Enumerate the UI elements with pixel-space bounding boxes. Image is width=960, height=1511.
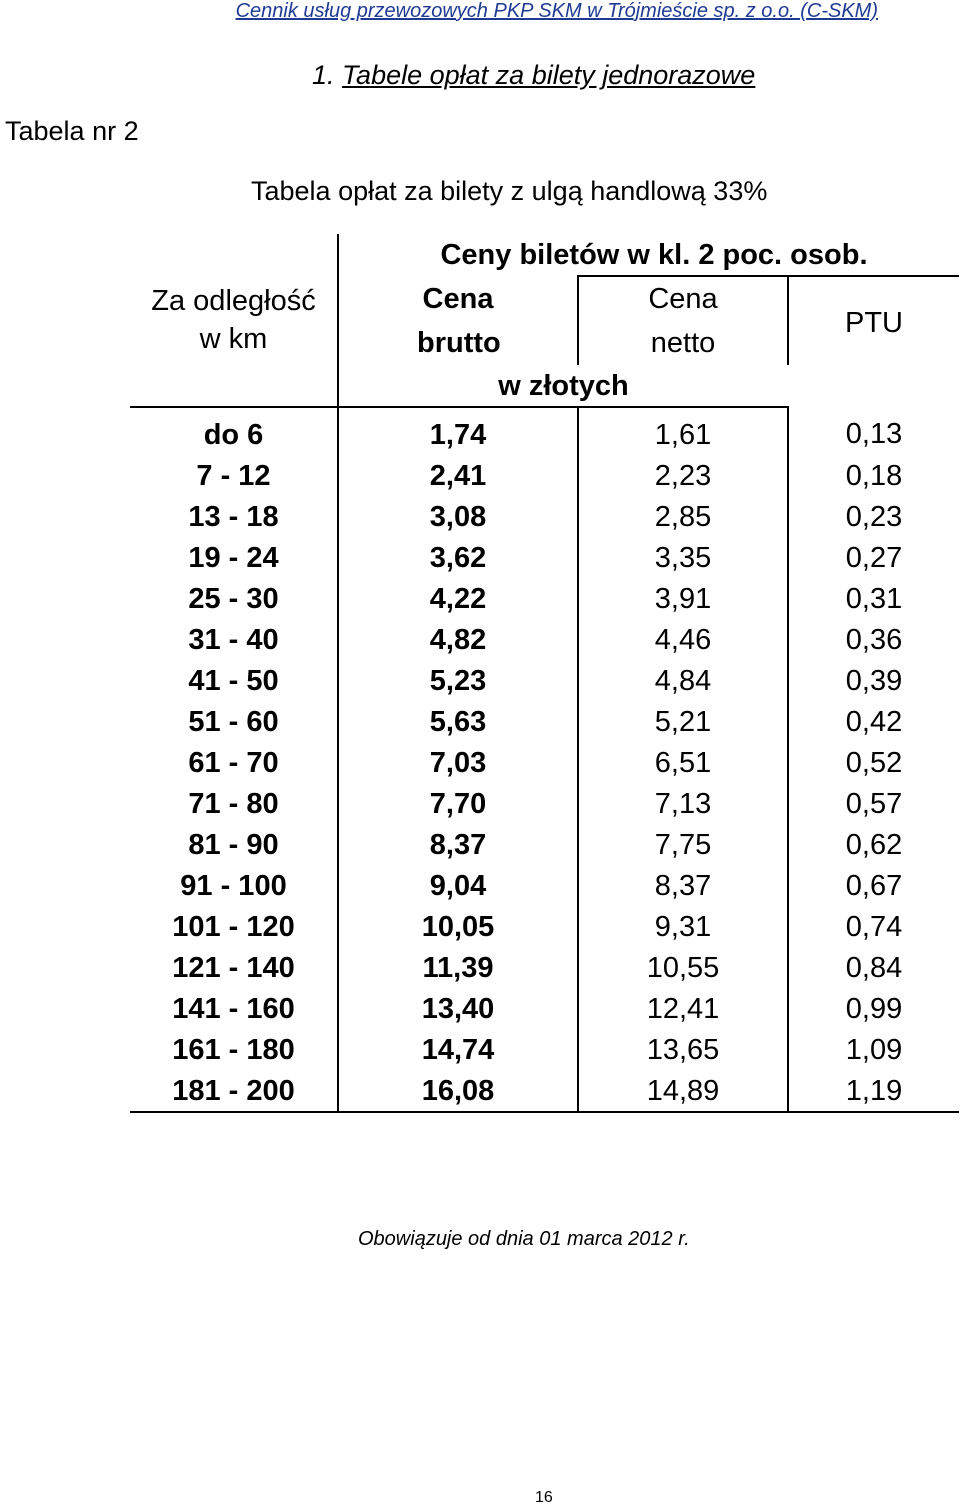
table-row bbox=[130, 537, 959, 578]
cell-distance: 181 - 200 bbox=[130, 1070, 338, 1112]
cell-ptu: 0,74 bbox=[845, 910, 903, 943]
cell-brutto: 10,05 bbox=[338, 906, 578, 947]
cell-distance: 101 - 120 bbox=[130, 906, 338, 947]
table-row bbox=[130, 496, 959, 537]
cell-ptu: 0,62 bbox=[845, 828, 903, 861]
cell-brutto: 7,70 bbox=[338, 783, 578, 824]
table-row bbox=[130, 578, 959, 619]
cell-netto: 3,35 bbox=[578, 537, 788, 578]
cell-netto: 13,65 bbox=[578, 1029, 788, 1070]
cell-brutto: 13,40 bbox=[338, 988, 578, 1029]
cell-ptu: 0,31 bbox=[845, 582, 903, 615]
cell-distance: 141 - 160 bbox=[130, 988, 338, 1029]
cell-distance: 121 - 140 bbox=[130, 947, 338, 988]
cell-distance: 19 - 24 bbox=[130, 537, 338, 578]
cell-ptu: 0,27 bbox=[845, 541, 903, 574]
table-row bbox=[130, 947, 959, 988]
section-number: 1. bbox=[312, 60, 335, 90]
cell-ptu: 0,52 bbox=[845, 746, 903, 779]
unit-label: w złotych bbox=[338, 365, 788, 407]
cell-distance: 7 - 12 bbox=[130, 455, 338, 496]
col-brutto-header: Cena brutto bbox=[338, 276, 578, 365]
cell-distance: do 6 bbox=[130, 407, 338, 455]
cell-brutto: 14,74 bbox=[338, 1029, 578, 1070]
fare-table bbox=[130, 234, 959, 1113]
cell-distance: 41 - 50 bbox=[130, 660, 338, 701]
cell-ptu: 0,13 bbox=[845, 418, 903, 450]
table-number: Tabela nr 2 bbox=[5, 116, 139, 146]
cell-brutto: 11,39 bbox=[338, 947, 578, 988]
table-row bbox=[130, 865, 959, 906]
cell-brutto: 7,03 bbox=[338, 742, 578, 783]
cell-ptu: 0,36 bbox=[845, 623, 903, 656]
cell-brutto: 4,82 bbox=[338, 619, 578, 660]
table-row bbox=[130, 906, 959, 947]
cell-ptu: 0,18 bbox=[845, 459, 903, 492]
page-number: 16 bbox=[535, 1489, 553, 1506]
cell-brutto: 3,62 bbox=[338, 537, 578, 578]
validity-note: Obowiązuje od dnia 01 marca 2012 r. bbox=[358, 1228, 690, 1250]
cell-brutto: 4,22 bbox=[338, 578, 578, 619]
cell-distance: 161 - 180 bbox=[130, 1029, 338, 1070]
cell-netto: 5,21 bbox=[578, 701, 788, 742]
table-row bbox=[130, 988, 959, 1029]
table-row bbox=[130, 660, 959, 701]
cell-ptu: 0,23 bbox=[845, 500, 903, 533]
table-row bbox=[130, 824, 959, 865]
cell-distance: 61 - 70 bbox=[130, 742, 338, 783]
cell-distance: 71 - 80 bbox=[130, 783, 338, 824]
cell-brutto: 3,08 bbox=[338, 496, 578, 537]
cell-netto: 8,37 bbox=[578, 865, 788, 906]
cell-distance: 81 - 90 bbox=[130, 824, 338, 865]
col-ptu-header: PTU bbox=[788, 276, 959, 407]
cell-distance: 51 - 60 bbox=[130, 701, 338, 742]
cell-distance: 13 - 18 bbox=[130, 496, 338, 537]
cell-brutto: 1,74 bbox=[338, 407, 578, 455]
cell-ptu: 1,19 bbox=[788, 1070, 959, 1112]
cell-netto: 7,13 bbox=[578, 783, 788, 824]
cell-distance: 91 - 100 bbox=[130, 865, 338, 906]
table-row bbox=[130, 619, 959, 660]
table-header-row bbox=[130, 234, 959, 276]
cell-netto: 2,85 bbox=[578, 496, 788, 537]
cell-ptu: 0,42 bbox=[845, 705, 903, 738]
cell-netto: 10,55 bbox=[578, 947, 788, 988]
cell-netto: 6,51 bbox=[578, 742, 788, 783]
table-row bbox=[130, 1070, 959, 1112]
cell-brutto: 9,04 bbox=[338, 865, 578, 906]
cell-netto: 4,84 bbox=[578, 660, 788, 701]
document-header: Cennik usług przewozowych PKP SKM w Trójmieście sp. z o.o. (C-SKM) bbox=[235, 0, 878, 22]
section-title: Tabele opłat za bilety jednorazowe bbox=[342, 60, 756, 90]
cell-ptu: 0,84 bbox=[845, 951, 903, 984]
cell-netto: 1,61 bbox=[578, 407, 788, 455]
cell-brutto: 16,08 bbox=[338, 1070, 578, 1112]
col-distance-header: Za odległość w km bbox=[130, 234, 338, 407]
cell-ptu: 0,99 bbox=[845, 992, 903, 1025]
cell-netto: 3,91 bbox=[578, 578, 788, 619]
cell-brutto: 5,63 bbox=[338, 701, 578, 742]
cell-netto: 2,23 bbox=[578, 455, 788, 496]
cell-netto: 12,41 bbox=[578, 988, 788, 1029]
table-row bbox=[130, 783, 959, 824]
group-header: Ceny biletów w kl. 2 poc. osob. bbox=[440, 238, 868, 271]
cell-ptu: 0,57 bbox=[845, 787, 903, 820]
cell-brutto: 5,23 bbox=[338, 660, 578, 701]
table-row bbox=[130, 407, 959, 455]
cell-brutto: 8,37 bbox=[338, 824, 578, 865]
cell-distance: 31 - 40 bbox=[130, 619, 338, 660]
table-row bbox=[130, 455, 959, 496]
cell-ptu: 1,09 bbox=[845, 1033, 903, 1066]
table-row bbox=[130, 742, 959, 783]
cell-netto: 9,31 bbox=[578, 906, 788, 947]
cell-brutto: 2,41 bbox=[338, 455, 578, 496]
cell-netto: 14,89 bbox=[578, 1070, 788, 1112]
section-heading bbox=[312, 60, 755, 91]
cell-netto: 4,46 bbox=[578, 619, 788, 660]
cell-ptu: 0,39 bbox=[845, 664, 903, 697]
table-title: Tabela opłat za bilety z ulgą handlową 33% bbox=[251, 176, 768, 206]
cell-distance: 25 - 30 bbox=[130, 578, 338, 619]
table-row bbox=[130, 1029, 959, 1070]
cell-ptu: 0,67 bbox=[845, 869, 903, 902]
table-row bbox=[130, 701, 959, 742]
cell-netto: 7,75 bbox=[578, 824, 788, 865]
col-netto-header: Cena netto bbox=[578, 276, 788, 365]
